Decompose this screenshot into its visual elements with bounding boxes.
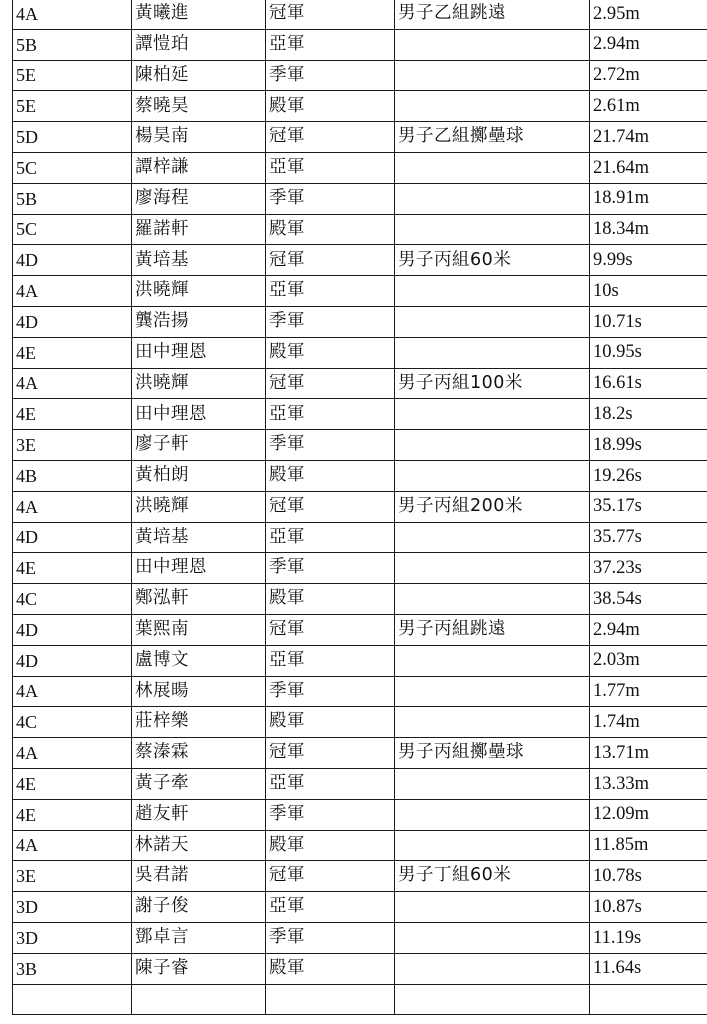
event-cell (395, 922, 590, 953)
award-cell: 冠軍 (266, 614, 395, 645)
class-cell: 4A (13, 491, 132, 522)
table-row (13, 861, 707, 892)
name-cell: 黃曦進 (132, 0, 266, 29)
table-row (13, 91, 707, 122)
award-cell: 冠軍 (266, 491, 395, 522)
table-row (13, 553, 707, 584)
name-cell: 林諾天 (132, 830, 266, 861)
event-cell (395, 522, 590, 553)
class-cell: 4E (13, 768, 132, 799)
class-cell: 5E (13, 60, 132, 91)
table-row (13, 368, 707, 399)
event-cell (395, 29, 590, 60)
name-cell: 林展暘 (132, 676, 266, 707)
result-cell: 18.2s (590, 399, 707, 430)
class-cell: 4E (13, 553, 132, 584)
name-cell: 盧博文 (132, 645, 266, 676)
class-cell: 4A (13, 676, 132, 707)
event-cell (395, 60, 590, 91)
class-cell: 4E (13, 799, 132, 830)
result-cell: 10.78s (590, 861, 707, 892)
results-table (12, 0, 707, 1015)
name-cell: 羅諾軒 (132, 214, 266, 245)
name-cell: 洪曉輝 (132, 491, 266, 522)
table-row (13, 0, 707, 29)
award-cell: 亞軍 (266, 768, 395, 799)
class-cell: 4E (13, 337, 132, 368)
result-cell: 21.64m (590, 152, 707, 183)
award-cell: 亞軍 (266, 276, 395, 307)
result-cell: 12.09m (590, 799, 707, 830)
award-cell: 亞軍 (266, 892, 395, 923)
table-row (13, 306, 707, 337)
award-cell: 殿軍 (266, 707, 395, 738)
table-row (13, 183, 707, 214)
name-cell: 洪曉輝 (132, 276, 266, 307)
class-cell: 5C (13, 214, 132, 245)
table-row (13, 738, 707, 769)
event-cell (395, 984, 590, 1015)
award-cell: 季軍 (266, 799, 395, 830)
award-cell: 冠軍 (266, 122, 395, 153)
class-cell: 4D (13, 245, 132, 276)
table-row (13, 276, 707, 307)
table-row (13, 337, 707, 368)
award-cell: 季軍 (266, 676, 395, 707)
event-cell: 男子乙組跳遠 (395, 0, 590, 29)
award-cell: 亞軍 (266, 645, 395, 676)
event-cell: 男子丁組60米 (395, 861, 590, 892)
name-cell: 廖子軒 (132, 430, 266, 461)
class-cell: 3E (13, 861, 132, 892)
name-cell: 蔡溱霖 (132, 738, 266, 769)
event-cell (395, 430, 590, 461)
name-cell: 楊昊南 (132, 122, 266, 153)
name-cell: 鄭泓軒 (132, 584, 266, 615)
award-cell: 亞軍 (266, 522, 395, 553)
class-cell: 4D (13, 614, 132, 645)
result-cell: 2.72m (590, 60, 707, 91)
result-cell: 2.03m (590, 645, 707, 676)
name-cell: 田中理恩 (132, 399, 266, 430)
name-cell: 蔡曉昊 (132, 91, 266, 122)
table-row (13, 614, 707, 645)
class-cell: 3D (13, 892, 132, 923)
table-row (13, 830, 707, 861)
name-cell: 龔浩揚 (132, 306, 266, 337)
event-cell (395, 676, 590, 707)
award-cell: 亞軍 (266, 29, 395, 60)
name-cell: 黃培基 (132, 522, 266, 553)
event-cell: 男子丙組200米 (395, 491, 590, 522)
event-cell (395, 892, 590, 923)
award-cell: 冠軍 (266, 861, 395, 892)
table-row (13, 522, 707, 553)
table-row (13, 584, 707, 615)
result-cell: 2.94m (590, 614, 707, 645)
result-cell: 2.61m (590, 91, 707, 122)
result-cell: 18.99s (590, 430, 707, 461)
name-cell: 廖海程 (132, 183, 266, 214)
name-cell: 洪曉輝 (132, 368, 266, 399)
award-cell: 殿軍 (266, 91, 395, 122)
class-cell: 4A (13, 0, 132, 29)
award-cell: 殿軍 (266, 830, 395, 861)
class-cell: 4D (13, 522, 132, 553)
table-row (13, 491, 707, 522)
class-cell: 4A (13, 368, 132, 399)
table-row (13, 768, 707, 799)
name-cell: 黃培基 (132, 245, 266, 276)
event-cell (395, 399, 590, 430)
result-cell: 10.71s (590, 306, 707, 337)
event-cell (395, 152, 590, 183)
class-cell: 4D (13, 306, 132, 337)
name-cell: 黃柏朗 (132, 460, 266, 491)
award-cell: 殿軍 (266, 460, 395, 491)
name-cell: 譚愷珀 (132, 29, 266, 60)
result-cell: 11.64s (590, 953, 707, 984)
award-cell: 冠軍 (266, 0, 395, 29)
table-row (13, 152, 707, 183)
result-cell: 13.33m (590, 768, 707, 799)
award-cell: 季軍 (266, 306, 395, 337)
award-cell: 亞軍 (266, 152, 395, 183)
table-row (13, 60, 707, 91)
name-cell: 謝子俊 (132, 892, 266, 923)
table-row (13, 29, 707, 60)
result-cell: 19.26s (590, 460, 707, 491)
event-cell: 男子丙組60米 (395, 245, 590, 276)
result-cell: 37.23s (590, 553, 707, 584)
result-cell: 1.77m (590, 676, 707, 707)
award-cell: 冠軍 (266, 738, 395, 769)
class-cell: 3B (13, 953, 132, 984)
event-cell (395, 645, 590, 676)
class-cell: 4D (13, 645, 132, 676)
table-row (13, 399, 707, 430)
name-cell: 陳柏延 (132, 60, 266, 91)
event-cell: 男子丙組100米 (395, 368, 590, 399)
results-table-body (13, 0, 707, 1015)
result-cell: 2.95m (590, 0, 707, 29)
award-cell: 殿軍 (266, 337, 395, 368)
award-cell: 亞軍 (266, 399, 395, 430)
table-row (13, 676, 707, 707)
result-cell: 21.74m (590, 122, 707, 153)
result-cell (590, 984, 707, 1015)
result-cell: 9.99s (590, 245, 707, 276)
name-cell: 葉熙南 (132, 614, 266, 645)
event-cell (395, 91, 590, 122)
event-cell (395, 553, 590, 584)
class-cell: 5E (13, 91, 132, 122)
award-cell: 殿軍 (266, 584, 395, 615)
result-cell: 10s (590, 276, 707, 307)
name-cell: 田中理恩 (132, 337, 266, 368)
table-row (13, 892, 707, 923)
table-row (13, 245, 707, 276)
result-cell: 16.61s (590, 368, 707, 399)
result-cell: 11.85m (590, 830, 707, 861)
event-cell (395, 707, 590, 738)
class-cell: 3D (13, 922, 132, 953)
event-cell (395, 584, 590, 615)
class-cell: 5D (13, 122, 132, 153)
result-cell: 18.34m (590, 214, 707, 245)
name-cell: 鄧卓言 (132, 922, 266, 953)
event-cell (395, 214, 590, 245)
table-row (13, 984, 707, 1015)
result-cell: 10.87s (590, 892, 707, 923)
award-cell: 冠軍 (266, 368, 395, 399)
name-cell: 陳子睿 (132, 953, 266, 984)
class-cell: 5C (13, 152, 132, 183)
table-row (13, 214, 707, 245)
result-cell: 2.94m (590, 29, 707, 60)
table-row (13, 799, 707, 830)
event-cell: 男子乙組擲壘球 (395, 122, 590, 153)
table-row (13, 707, 707, 738)
result-cell: 35.17s (590, 491, 707, 522)
table-row (13, 922, 707, 953)
table-row (13, 953, 707, 984)
award-cell: 季軍 (266, 60, 395, 91)
table-row (13, 122, 707, 153)
award-cell: 季軍 (266, 183, 395, 214)
event-cell (395, 306, 590, 337)
class-cell: 4B (13, 460, 132, 491)
name-cell: 吳君諾 (132, 861, 266, 892)
result-cell: 38.54s (590, 584, 707, 615)
name-cell: 田中理恩 (132, 553, 266, 584)
class-cell (13, 984, 132, 1015)
event-cell: 男子丙組擲壘球 (395, 738, 590, 769)
result-cell: 1.74m (590, 707, 707, 738)
class-cell: 4E (13, 399, 132, 430)
name-cell (132, 984, 266, 1015)
result-cell: 11.19s (590, 922, 707, 953)
event-cell (395, 460, 590, 491)
name-cell: 黃子牽 (132, 768, 266, 799)
class-cell: 4A (13, 830, 132, 861)
class-cell: 4A (13, 276, 132, 307)
name-cell: 莊梓樂 (132, 707, 266, 738)
event-cell (395, 183, 590, 214)
class-cell: 5B (13, 183, 132, 214)
class-cell: 4C (13, 707, 132, 738)
event-cell (395, 830, 590, 861)
class-cell: 4A (13, 738, 132, 769)
class-cell: 4C (13, 584, 132, 615)
award-cell (266, 984, 395, 1015)
award-cell: 殿軍 (266, 214, 395, 245)
table-row (13, 430, 707, 461)
event-cell: 男子丙組跳遠 (395, 614, 590, 645)
award-cell: 殿軍 (266, 953, 395, 984)
award-cell: 季軍 (266, 430, 395, 461)
award-cell: 冠軍 (266, 245, 395, 276)
award-cell: 季軍 (266, 922, 395, 953)
class-cell: 3E (13, 430, 132, 461)
award-cell: 季軍 (266, 553, 395, 584)
result-cell: 10.95s (590, 337, 707, 368)
name-cell: 譚梓謙 (132, 152, 266, 183)
event-cell (395, 768, 590, 799)
class-cell: 5B (13, 29, 132, 60)
result-cell: 35.77s (590, 522, 707, 553)
event-cell (395, 337, 590, 368)
result-cell: 18.91m (590, 183, 707, 214)
table-row (13, 460, 707, 491)
result-cell: 13.71m (590, 738, 707, 769)
event-cell (395, 799, 590, 830)
name-cell: 趙友軒 (132, 799, 266, 830)
table-row (13, 645, 707, 676)
event-cell (395, 276, 590, 307)
event-cell (395, 953, 590, 984)
